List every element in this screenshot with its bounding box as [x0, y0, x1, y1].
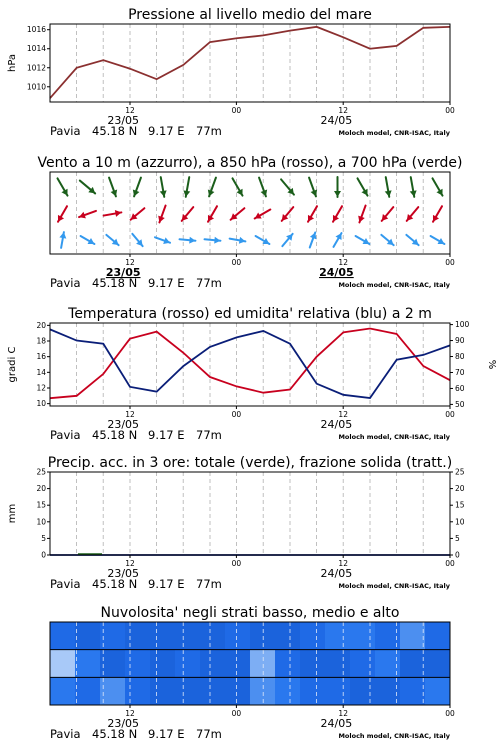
- wind-arrow: [381, 235, 393, 245]
- temp-rh-location-lon: 9.17 E: [148, 428, 185, 442]
- temp-y-tick-label: 18: [36, 336, 46, 346]
- cloud-x-tick-label: 00: [445, 709, 455, 718]
- precip-x-tick-label: 12: [338, 559, 348, 568]
- precip-frame: [50, 472, 450, 555]
- wind-arrow: [80, 181, 95, 194]
- wind-arrow: [58, 178, 68, 195]
- wind-arrow: [180, 237, 196, 244]
- cloud-cell: [250, 650, 276, 678]
- cloud-cell: [300, 622, 326, 650]
- wind-title: Vento a 10 m (azzurro), a 850 hPa (rosso), a 700 hPa (verde): [37, 155, 463, 171]
- wind-arrow: [385, 177, 392, 197]
- cloud-cell: [325, 622, 351, 650]
- wind-arrow: [158, 206, 165, 223]
- pressure-y-tick-label: 1012: [26, 63, 46, 73]
- cloud-cell: [175, 650, 201, 678]
- cloud-cell: [200, 677, 226, 705]
- temp-rh-location-lat: 45.18 N: [92, 428, 138, 442]
- cloud-cell: [325, 677, 351, 705]
- precip-y2-tick-label: 15: [455, 500, 465, 510]
- wind-date-label: 24/05: [319, 266, 354, 279]
- wind-arrow: [256, 236, 270, 244]
- rh-y-tick-label: 100: [455, 320, 470, 330]
- rh-y-tick-label: 50: [455, 399, 465, 409]
- cloud-cell: [425, 622, 451, 650]
- precip-y-tick-label: 25: [36, 467, 46, 477]
- wind-arrow: [282, 234, 292, 246]
- cloud-cell: [225, 622, 251, 650]
- cloud-cell: [50, 677, 76, 705]
- pressure-y-axis-label: hPa: [7, 53, 18, 73]
- cloud-cell: [150, 677, 176, 705]
- cloud-cell: [300, 650, 326, 678]
- wind-arrow-head: [334, 191, 341, 197]
- precip-location-lon: 9.17 E: [148, 577, 185, 591]
- wind-arrow: [155, 237, 170, 244]
- cloud-cell: [175, 677, 201, 705]
- wind-arrow: [106, 235, 118, 245]
- pressure-location-lon: 9.17 E: [148, 124, 185, 138]
- cloud-title: Nuvolosita' negli strati basso, medio e alto: [100, 605, 400, 621]
- pressure-credit: Moloch model, CNR-ISAC, Italy: [338, 129, 450, 137]
- precip-date-label: 23/05: [107, 567, 140, 580]
- wind-arrow: [433, 178, 443, 195]
- precip-title: Precip. acc. in 3 ore: totale (verde), frazione solida (tratt.): [47, 455, 453, 471]
- wind-arrow: [208, 206, 217, 222]
- cloud-cell: [325, 650, 351, 678]
- rh-y-tick-label: 60: [455, 383, 465, 393]
- cloud-cell: [100, 677, 126, 705]
- cloud-cell: [425, 650, 451, 678]
- wind-x-tick-label: 12: [338, 258, 348, 267]
- cloud-cell: [400, 650, 426, 678]
- wind-date-label: 23/05: [105, 266, 141, 279]
- precip-credit: Moloch model, CNR-ISAC, Italy: [338, 582, 450, 590]
- pressure-y-tick-label: 1016: [26, 25, 46, 35]
- cloud-x-tick-label: 12: [125, 709, 135, 718]
- pressure-x-tick-label: 00: [445, 106, 455, 115]
- pressure-y-tick-label: 1010: [26, 82, 46, 92]
- rh-y-tick-label: 80: [455, 352, 465, 362]
- wind-arrow: [79, 211, 96, 218]
- cloud-cell: [275, 622, 301, 650]
- cloud-cell: [300, 677, 326, 705]
- wind-location-lon: 9.17 E: [148, 276, 185, 290]
- wind-arrow: [334, 177, 341, 197]
- cloud-cell: [150, 650, 176, 678]
- cloud-cell: [225, 677, 251, 705]
- cloud-cell: [150, 622, 176, 650]
- cloud-cell: [200, 622, 226, 650]
- cloud-cell: [200, 650, 226, 678]
- pressure-x-tick-label: 00: [231, 106, 242, 115]
- wind-arrow: [410, 177, 417, 197]
- wind-arrow: [109, 178, 117, 197]
- wind-arrow-head: [214, 237, 220, 244]
- cloud-x-tick-label: 12: [338, 709, 348, 718]
- precip-location-alt: 77m: [196, 577, 222, 591]
- cloud-cell: [400, 677, 426, 705]
- pressure-location-name: Pavia: [50, 124, 81, 138]
- precip-y-tick-label: 20: [36, 484, 46, 494]
- cloud-cell: [50, 622, 76, 650]
- precip-x-tick-label: 00: [445, 559, 455, 568]
- pressure-date-label: 24/05: [320, 114, 353, 127]
- rh-y-axis-label: %: [486, 359, 497, 370]
- wind-arrow: [233, 178, 243, 195]
- cloud-location-lon: 9.17 E: [148, 727, 185, 741]
- cloud-cell: [425, 677, 451, 705]
- precip-y-tick-label: 15: [36, 500, 46, 510]
- pressure-location-alt: 77m: [196, 124, 222, 138]
- wind-x-tick-label: 00: [445, 258, 455, 267]
- temp-rh-credit: Moloch model, CNR-ISAC, Italy: [338, 433, 450, 441]
- temp-y-tick-label: 16: [36, 352, 46, 362]
- wind-arrow: [282, 207, 294, 221]
- wind-location-alt: 77m: [196, 276, 222, 290]
- wind-arrow: [382, 207, 394, 221]
- cloud-cell: [250, 677, 276, 705]
- wind-arrow: [231, 208, 245, 220]
- temp-rh-location-name: Pavia: [50, 428, 81, 442]
- cloud-cell: [250, 622, 276, 650]
- temp-rh-x-tick-label: 12: [338, 410, 348, 419]
- wind-arrow: [406, 235, 418, 245]
- wind-arrow: [205, 237, 221, 244]
- cloud-cell: [350, 677, 376, 705]
- precip-y2-tick-label: 25: [455, 467, 465, 477]
- cloud-cell: [75, 677, 101, 705]
- cloud-credit: Moloch model, CNR-ISAC, Italy: [338, 732, 450, 740]
- cloud-cell: [350, 622, 376, 650]
- wind-arrow: [333, 206, 342, 222]
- pressure-x-tick-label: 12: [338, 106, 348, 115]
- wind-arrow: [334, 233, 342, 247]
- temp-rh-date-label: 23/05: [107, 418, 140, 431]
- pressure-series-line: [50, 27, 450, 98]
- temp-y-tick-label: 12: [36, 383, 46, 393]
- precip-y-axis-label: mm: [7, 503, 18, 524]
- cloud-cell: [100, 622, 126, 650]
- precip-y-tick-label: 0: [41, 550, 46, 560]
- cloud-cell: [50, 650, 76, 678]
- precip-location-lat: 45.18 N: [92, 577, 138, 591]
- wind-arrow: [308, 206, 317, 222]
- temp-rh-x-tick-label: 12: [125, 410, 135, 419]
- precip-location-name: Pavia: [50, 577, 81, 591]
- precip-x-tick-label: 12: [125, 559, 135, 568]
- cloud-x-tick-label: 00: [231, 709, 242, 718]
- cloud-location-lat: 45.18 N: [92, 727, 138, 741]
- pressure-y-tick-label: 1014: [26, 44, 46, 54]
- wind-arrow: [309, 178, 317, 197]
- cloud-cell: [175, 622, 201, 650]
- cloud-date-label: 24/05: [320, 717, 353, 730]
- wind-location-name: Pavia: [50, 276, 81, 290]
- temp-rh-x-tick-label: 00: [231, 410, 242, 419]
- cloud-location-alt: 77m: [196, 727, 222, 741]
- wind-arrow: [358, 206, 365, 223]
- temp-rh-location-alt: 77m: [196, 428, 222, 442]
- wind-arrow: [133, 178, 141, 197]
- wind-x-tick-label: 00: [231, 258, 242, 267]
- wind-arrow: [255, 210, 271, 219]
- cloud-date-label: 23/05: [107, 717, 140, 730]
- pressure-date-label: 23/05: [107, 114, 140, 127]
- temperature-series-line: [50, 328, 450, 398]
- cloud-cell: [75, 650, 101, 678]
- cloud-cell: [275, 677, 301, 705]
- cloud-cell: [125, 650, 151, 678]
- wind-arrow: [81, 236, 95, 244]
- temp-rh-date-label: 24/05: [320, 418, 353, 431]
- wind-arrow: [356, 236, 370, 244]
- cloud-cell: [125, 622, 151, 650]
- wind-arrow: [208, 178, 216, 197]
- wind-arrow: [104, 210, 122, 217]
- wind-arrow: [59, 232, 66, 248]
- wind-arrow: [132, 234, 142, 246]
- rh-y-tick-label: 90: [455, 336, 465, 346]
- wind-arrow: [131, 208, 145, 220]
- wind-arrow: [358, 178, 368, 195]
- wind-arrow: [230, 237, 246, 244]
- precip-y-tick-label: 10: [36, 517, 46, 527]
- temp-y-tick-label: 20: [36, 320, 46, 330]
- pressure-title: Pressione al livello medio del mare: [128, 7, 372, 23]
- temp-y-tick-label: 14: [36, 367, 46, 377]
- cloud-cell: [125, 677, 151, 705]
- pressure-location-lat: 45.18 N: [92, 124, 138, 138]
- wind-arrow: [310, 232, 317, 247]
- temp-rh-title: Temperatura (rosso) ed umidita' relativa (blu) a 2 m: [68, 306, 432, 322]
- precip-date-label: 24/05: [320, 567, 353, 580]
- cloud-location-name: Pavia: [50, 727, 81, 741]
- wind-location-lat: 45.18 N: [92, 276, 138, 290]
- precip-y-tick-label: 5: [41, 533, 46, 543]
- wind-arrow: [433, 206, 442, 222]
- wind-arrow: [183, 177, 190, 197]
- wind-x-tick-label: 12: [125, 258, 135, 267]
- rh-y-tick-label: 70: [455, 367, 465, 377]
- temp-rh-x-tick-label: 00: [445, 410, 455, 419]
- cloud-cell: [350, 650, 376, 678]
- temp-y-axis-label: gradi C: [7, 346, 18, 383]
- wind-arrow: [431, 236, 445, 244]
- precip-y2-tick-label: 20: [455, 484, 465, 494]
- precip-y2-tick-label: 10: [455, 517, 465, 527]
- cloud-cell: [400, 622, 426, 650]
- wind-arrow: [407, 207, 419, 221]
- wind-arrow-head: [189, 237, 195, 244]
- wind-credit: Moloch model, CNR-ISAC, Italy: [338, 281, 450, 289]
- cloud-cell: [225, 650, 251, 678]
- cloud-cell: [100, 650, 126, 678]
- cloud-cell: [275, 650, 301, 678]
- precip-y2-tick-label: 0: [455, 550, 460, 560]
- precip-x-tick-label: 00: [231, 559, 242, 568]
- wind-arrow: [160, 177, 167, 197]
- pressure-x-tick-label: 12: [125, 106, 135, 115]
- precip-y2-tick-label: 5: [455, 533, 460, 543]
- wind-arrow: [58, 206, 67, 222]
- cloud-cell: [75, 622, 101, 650]
- temp-y-tick-label: 10: [36, 399, 46, 409]
- wind-arrow: [281, 179, 294, 194]
